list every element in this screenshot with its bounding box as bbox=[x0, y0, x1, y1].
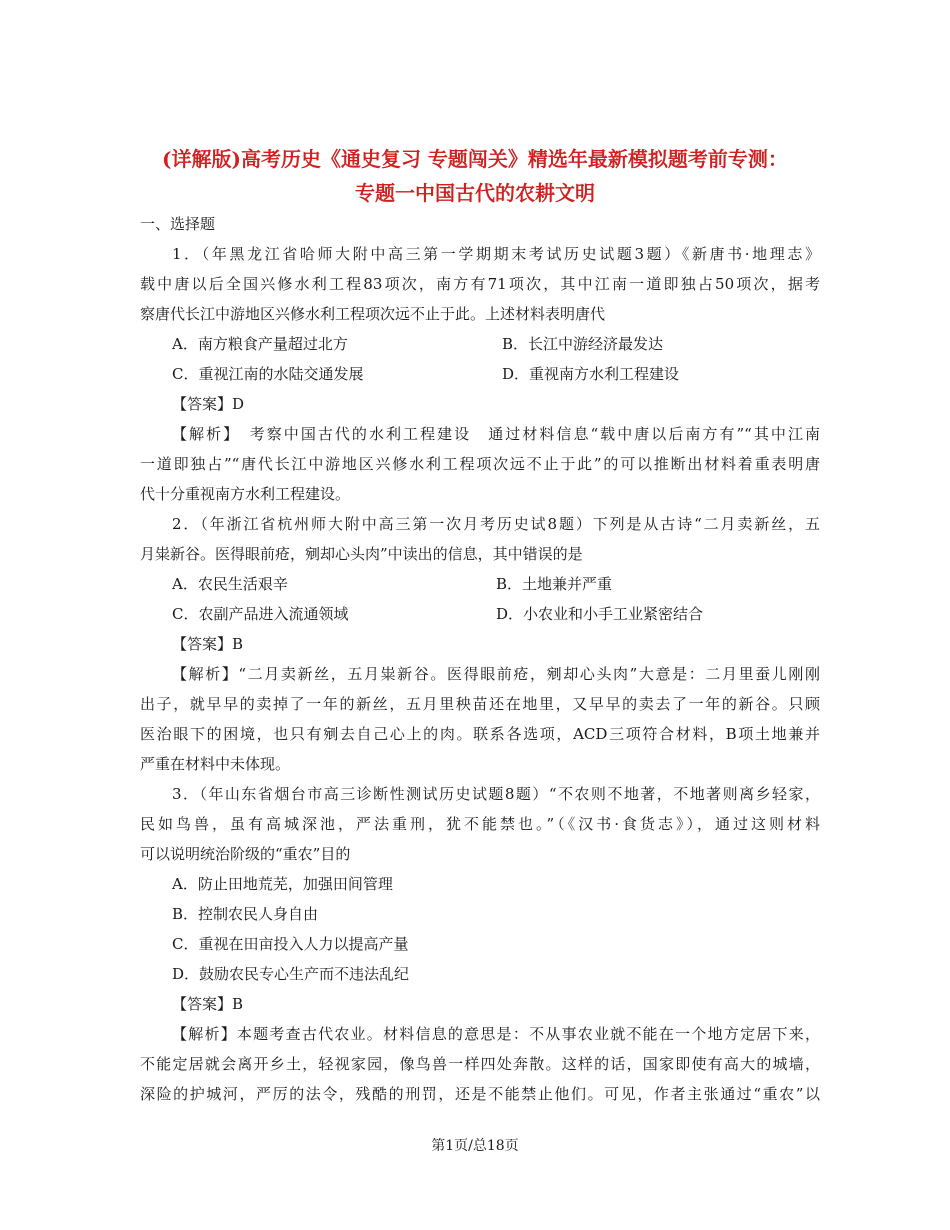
analysis-line: 出子，就早早的卖掉了一年的新丝，五月里秧苗还在地里，又早早的卖去了一年的新谷。只顾 bbox=[140, 695, 820, 713]
answer-line: 【答案】B bbox=[172, 635, 244, 653]
question-stem-line: 2．（年浙江省杭州师大附中高三第一次月考历史试8题）下列是从古诗“二月卖新丝，五 bbox=[172, 515, 820, 533]
question-stem-line: 3．（年山东省烟台市高三诊断性测试历史试题8题）“不农则不地著，不地著则离乡轻家， bbox=[172, 785, 820, 803]
option-c: C．重视在田亩投入人力以提高产量 bbox=[172, 935, 409, 953]
option-b: B．控制农民人身自由 bbox=[172, 905, 319, 923]
question-stem-line: 民如鸟兽，虽有高城深池，严法重刑，犹不能禁也。”（《汉书·食货志》），通过这则材料 bbox=[140, 815, 820, 833]
option-b: B．土地兼并严重 bbox=[496, 575, 613, 593]
option-b: B．长江中游经济最发达 bbox=[502, 335, 664, 353]
analysis-line: 不能定居就会离开乡土，轻视家园，像鸟兽一样四处奔散。这样的话，国家即使有高大的城墙， bbox=[140, 1055, 820, 1073]
analysis-line: 【解析】本题考查古代农业。材料信息的意思是：不从事农业就不能在一个地方定居下来， bbox=[172, 1025, 820, 1043]
question-stem-line: 可以说明统治阶级的“重农”目的 bbox=[140, 845, 351, 863]
document-title-line-1: (详解版)高考历史《通史复习 专题闯关》精选年最新模拟题考前专测： bbox=[162, 147, 788, 171]
analysis-line: 代十分重视南方水利工程建设。 bbox=[140, 485, 351, 503]
option-a: A．农民生活艰辛 bbox=[172, 575, 288, 593]
question-stem-line: 月粜新谷。医得眼前疮，剜却心头肉”中读出的信息，其中错误的是 bbox=[140, 545, 583, 563]
question-stem-line: 1．（年黑龙江省哈师大附中高三第一学期期末考试历史试题3题）《新唐书·地理志》 bbox=[172, 245, 820, 263]
section-heading: 一、选择题 bbox=[140, 215, 216, 233]
option-d: D．重视南方水利工程建设 bbox=[502, 365, 680, 383]
answer-line: 【答案】D bbox=[172, 395, 245, 413]
analysis-line: 【解析】 考察中国古代的水利工程建设 通过材料信息“载中唐以后南方有”“其中江南 bbox=[172, 425, 820, 443]
answer-line: 【答案】B bbox=[172, 995, 244, 1013]
analysis-line: 一道即独占”“唐代长江中游地区兴修水利工程项次远不止于此”的可以推断出材料着重表明唐 bbox=[140, 455, 820, 473]
option-d: D．鼓励农民专心生产而不违法乱纪 bbox=[172, 965, 410, 983]
page-footer: 第1页/总18页 bbox=[431, 1138, 519, 1154]
question-stem-line: 载中唐以后全国兴修水利工程83项次，南方有71项次，其中江南一道即独占50项次，据考 bbox=[140, 275, 820, 293]
option-d: D．小农业和小手工业紧密结合 bbox=[496, 605, 704, 623]
analysis-line: 深险的护城河，严厉的法令，残酷的刑罚，还是不能禁止他们。可见，作者主张通过“重农”以 bbox=[140, 1085, 820, 1103]
analysis-line: 严重在材料中未体现。 bbox=[140, 755, 291, 773]
document-title-line-2: 专题一中国古代的农耕文明 bbox=[355, 181, 595, 205]
option-c: C．农副产品进入流通领域 bbox=[172, 605, 349, 623]
option-a: A．南方粮食产量超过北方 bbox=[172, 335, 348, 353]
option-c: C．重视江南的水陆交通发展 bbox=[172, 365, 364, 383]
analysis-line: 【解析】“二月卖新丝，五月粜新谷。医得眼前疮，剜却心头肉”大意是：二月里蚕儿刚刚 bbox=[172, 665, 820, 683]
question-stem-line: 察唐代长江中游地区兴修水利工程项次远不止于此。上述材料表明唐代 bbox=[140, 305, 606, 323]
analysis-line: 医治眼下的困境，也只有剜去自己心上的肉。联系各选项，ACD三项符合材料，B项土地兼并 bbox=[140, 725, 820, 743]
option-a: A．防止田地荒芜，加强田间管理 bbox=[172, 875, 393, 893]
